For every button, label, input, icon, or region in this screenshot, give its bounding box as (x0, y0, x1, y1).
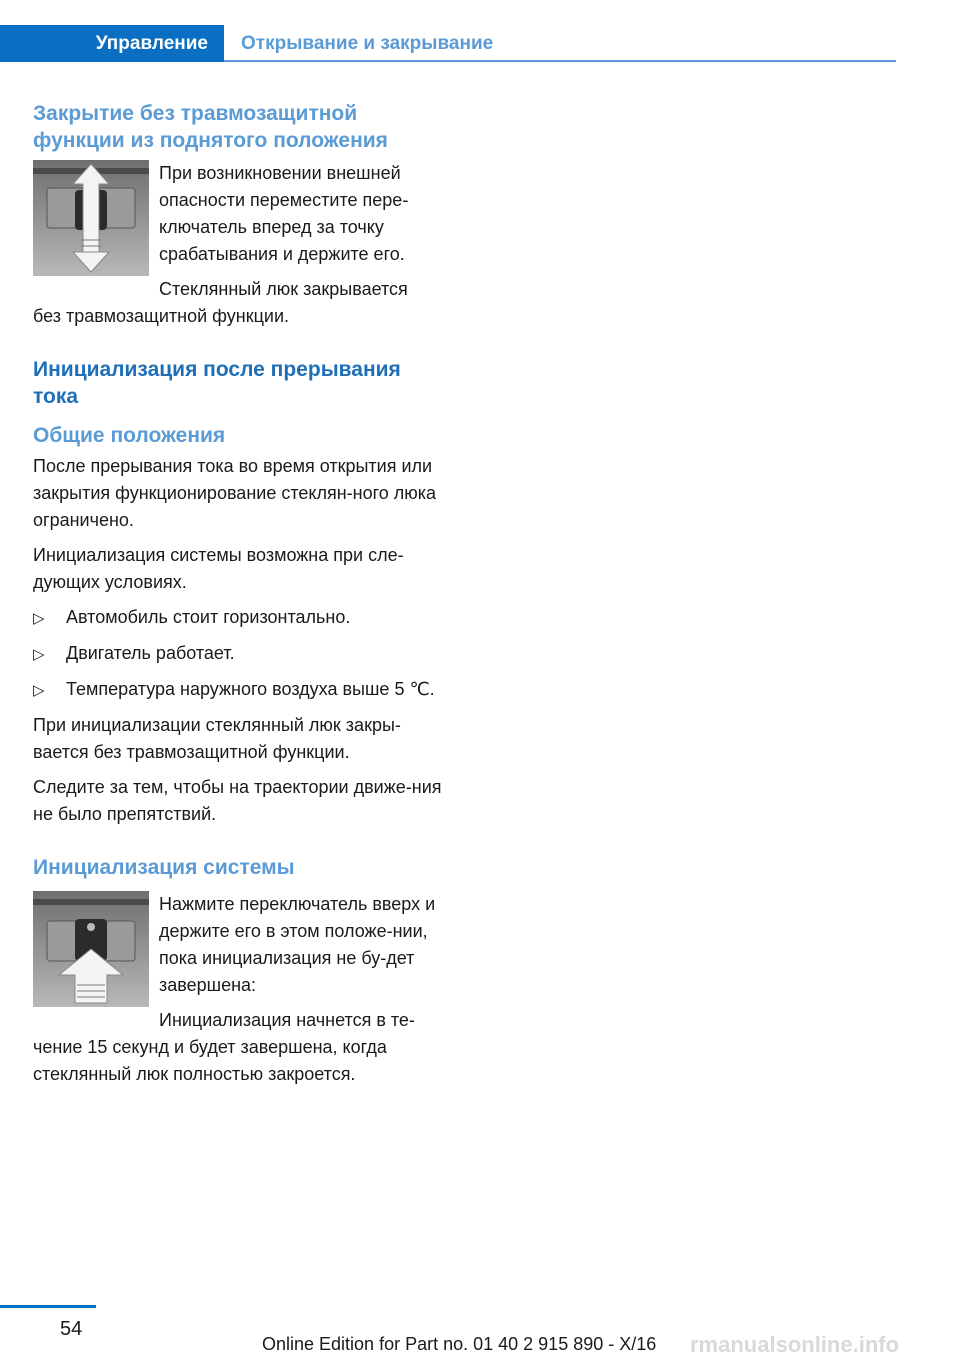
heading-init-after-power-loss: Инициализация после прерывания тока (33, 358, 401, 408)
edition-text: Online Edition for Part no. 01 40 2 915 890 - X/16 (262, 1334, 657, 1354)
switch-up-figure (33, 891, 149, 1007)
heading-close-without-protection: Закрытие без травмозащитной функции из поднятого положения (33, 102, 388, 152)
paragraph: Нажмите переключатель вверх и держите его в этом положе-нии, пока инициализация не бу-дет завершена: (159, 894, 436, 995)
list-item (33, 604, 453, 632)
figure-row-2 (33, 891, 453, 1034)
heading-system-init: Инициализация системы (33, 856, 295, 879)
list-item (33, 676, 453, 704)
figure-row-1 (33, 160, 453, 303)
chapter-label: Управление (95, 32, 208, 54)
watermark: rmanualsonline.info (690, 1332, 900, 1357)
chapter-tab (0, 25, 224, 62)
paragraph: При инициализации стеклянный люк закры-вается без травмозащитной функции. (33, 715, 401, 762)
bullet-arrow-icon: ▷ (33, 646, 45, 663)
paragraph-cont: чение 15 секунд и будет завершена, когда стеклянный люк полностью закроется. (33, 1037, 387, 1084)
list-item-text: Автомобиль стоит горизонтально. (66, 607, 351, 627)
list-item-text: Двигатель работает. (66, 643, 235, 663)
bullet-arrow-icon: ▷ (33, 610, 45, 627)
bullet-arrow-icon: ▷ (33, 682, 45, 699)
page-content (33, 100, 453, 1088)
section-title: Открывание и закрывание (241, 32, 494, 54)
paragraph: После прерывания тока во время открытия или закрытия функционирование стеклян-ного люка ограничено. (33, 456, 437, 530)
paragraph: При возникновении внешней опасности переместите пере-ключатель вперед за точку срабатывания и держите его. (159, 163, 409, 264)
list-item-text: Температура наружного воздуха выше 5 ℃. (66, 679, 435, 699)
list-item (33, 640, 453, 668)
header-rule (224, 60, 896, 62)
paragraph: Следите за тем, чтобы на траектории движе-ния не было препятствий. (33, 777, 442, 824)
paragraph-cont: без травмозащитной функции. (33, 306, 290, 326)
page-number: 54 (60, 1318, 83, 1340)
footer-rule (0, 1305, 96, 1308)
paragraph-lead: Стеклянный люк закрывается (159, 279, 408, 299)
switch-forward-figure (33, 160, 149, 276)
paragraph: Инициализация системы возможна при сле-дующих условиях. (33, 545, 404, 592)
paragraph-lead: Инициализация начнется в те- (159, 1010, 415, 1030)
subheading-general: Общие положения (33, 424, 226, 447)
